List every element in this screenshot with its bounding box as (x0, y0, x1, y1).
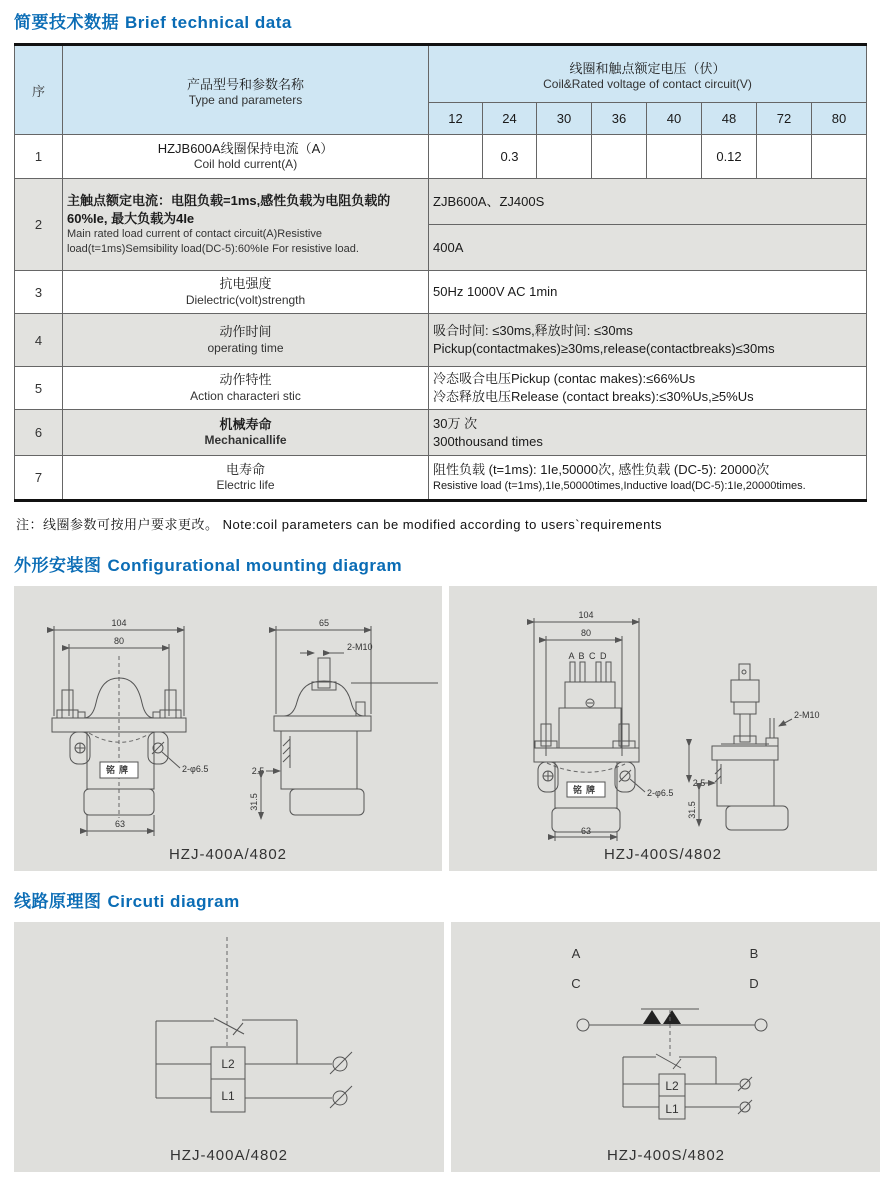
table-row (15, 456, 867, 501)
row1-value (592, 135, 647, 179)
terminal-stud (62, 690, 73, 718)
contactor-body (717, 760, 774, 806)
row-value: 30万 次 300thousand times (429, 410, 867, 456)
row1-value (757, 135, 812, 179)
row-value: 阻性负载 (t=1ms): 1Ie,50000次, 感性负载 (DC-5): 20000次 Resistive load (t=1ms),1Ie,50000times,Inductive load(DC-5):1Ie,20000times. (429, 456, 867, 501)
row-name: 机械寿命 Mechanicallife (63, 410, 429, 456)
row-name: 动作时间 operating time (63, 314, 429, 367)
switch-blade (656, 1054, 681, 1068)
section-title-brief (14, 8, 866, 33)
bottom-cap (290, 789, 364, 815)
row-num: 2 (15, 179, 63, 271)
voltage-col: 48 (702, 103, 757, 135)
thread-label: 2-M10 (794, 710, 820, 720)
contactor-body (87, 732, 154, 789)
terminal-label-c: C (571, 976, 581, 991)
dim-80: 80 (580, 628, 592, 638)
table-row (15, 410, 867, 456)
dim-104: 104 (111, 618, 127, 628)
hole-label: 2-φ6.5 (647, 788, 674, 798)
circuit-drawing-hzj400s (451, 922, 880, 1140)
voltage-col: 72 (757, 103, 812, 135)
col-header-seq: 序 (15, 45, 63, 135)
row-num: 4 (15, 314, 63, 367)
voltage-col: 40 (647, 103, 702, 135)
nameplate-label: 铭牌 (572, 785, 600, 795)
coil-pin (739, 664, 750, 680)
row1-value: 0.3 (483, 135, 537, 179)
row-name: HZJB600A线圈保持电流（A） Coil hold current(A) (63, 135, 429, 179)
dim-2-5: 2.5 (692, 778, 706, 788)
terminal-stud (318, 658, 330, 688)
coil-pin (606, 662, 611, 682)
table-note: 注：线圈参数可按用户要求更改。 Note:coil parameters can be modified according to users`requirements (16, 517, 662, 532)
col-header-type (63, 45, 429, 135)
dim-31-5: 31.5 (687, 801, 697, 819)
voltage-col: 24 (483, 103, 537, 135)
col-header-voltage-zh: 线圈和触点额定电压（伏） (569, 60, 726, 76)
row1-value (429, 135, 483, 179)
row-num: 6 (15, 410, 63, 456)
row-name: 动作特性 Action characteri stic (63, 367, 429, 410)
coil-pin (570, 662, 575, 682)
row-value: 400A (429, 225, 867, 271)
bottom-cap (726, 806, 788, 830)
nameplate-label: 铭牌 (105, 765, 133, 775)
coil-label-l1: L1 (221, 1089, 235, 1103)
coil-label-l1: L1 (665, 1102, 679, 1116)
row1-value (647, 135, 702, 179)
title-zh: 简要技术数据 (14, 13, 119, 32)
mounting-plate (274, 716, 371, 731)
table-row (15, 135, 867, 179)
dim-104: 104 (578, 610, 594, 620)
title-en: Brief technical data (125, 13, 292, 32)
contact-triangle (663, 1010, 681, 1024)
row-num: 3 (15, 271, 63, 314)
dim-80: 80 (113, 636, 125, 646)
dim-65: 65 (318, 618, 330, 628)
row-num: 1 (15, 135, 63, 179)
coil-pin (580, 662, 585, 682)
dim-31-5: 31.5 (249, 793, 259, 811)
circuit-panel-hzj400s (451, 922, 880, 1172)
col-header-type-en: Type and parameters (188, 92, 303, 107)
dim-63: 63 (114, 819, 126, 829)
terminal-stud (740, 714, 750, 742)
spec-table (14, 43, 867, 502)
coil-label-l2: L2 (665, 1079, 679, 1093)
pin-labels: A B C D (568, 651, 608, 661)
col-header-voltage (429, 45, 867, 103)
circuit-drawing-hzj400a (14, 922, 444, 1140)
main-terminal (755, 1019, 767, 1031)
coil-housing (559, 708, 621, 748)
mounting-plate (534, 748, 639, 762)
pin-base (565, 682, 615, 708)
contactor-body (281, 731, 357, 789)
row-value: 吸合时间: ≤30ms,释放时间: ≤30ms Pickup(contactmakes)≥30ms,release(contactbreaks)≤30ms (429, 314, 867, 367)
row-name: 抗电强度 Dielectric(volt)strength (63, 271, 429, 314)
voltage-col: 80 (812, 103, 867, 135)
voltage-col: 36 (592, 103, 647, 135)
circuit-panels (14, 922, 866, 1172)
table-row (15, 314, 867, 367)
table-row (15, 367, 867, 410)
coil-label-l2: L2 (221, 1057, 235, 1071)
row-value: ZJB600A、ZJ400S (429, 179, 867, 225)
coil-pin (596, 662, 601, 682)
circuit-panel-hzj400a (14, 922, 444, 1172)
table-row (15, 179, 867, 225)
voltage-col: 12 (429, 103, 483, 135)
row-num: 5 (15, 367, 63, 410)
terminal-label-d: D (749, 976, 759, 991)
row1-value (812, 135, 867, 179)
drawing-caption: HZJ-400S/4802 (603, 846, 723, 863)
table-row (15, 271, 867, 314)
section-title-mounting: 外形安装图 Configurational mounting diagram (14, 556, 403, 575)
col-header-type-zh: 产品型号和参数名称 (186, 76, 304, 92)
mounting-drawing-hzj400a (14, 586, 442, 841)
row-value: 50Hz 1000V AC 1min (429, 271, 867, 314)
terminal-label-b: B (749, 946, 759, 961)
dim-63: 63 (580, 826, 592, 836)
dim-2-5: 2.5 (251, 766, 265, 776)
drawing-caption: HZJ-400S/4802 (606, 1147, 726, 1164)
row-num: 7 (15, 456, 63, 501)
row1-value: 0.12 (702, 135, 757, 179)
hole-label: 2-φ6.5 (182, 764, 209, 774)
contact-triangle (643, 1010, 661, 1024)
voltage-col: 30 (537, 103, 592, 135)
terminal-label-a: A (571, 946, 581, 961)
mounting-drawing-hzj400s (449, 586, 879, 841)
section-title-circuit: 线路原理图 Circuti diagram (14, 892, 240, 911)
drawing-caption: HZJ-400A/4802 (168, 846, 288, 863)
mounting-panel-hzj400s (449, 586, 877, 871)
row1-value (537, 135, 592, 179)
row-name: 电寿命 Electric life (63, 456, 429, 501)
col-header-voltage-en: Coil&Rated voltage of contact circuit(V) (543, 76, 752, 91)
mounting-panels (14, 586, 866, 871)
row-value: 冷态吸合电压Pickup (contac makes):≤66%Us 冷态释放电压Release (contact breaks):≤30%Us,≥5%Us (429, 367, 867, 410)
mounting-plate (712, 746, 778, 760)
terminal-stud (165, 690, 176, 718)
row-name: 主触点额定电流：电阻负载=1ms,感性负载为电阻负载的60%Ie, 最大负载为4Ie Main rated load current of contact circuit(A)Resistive load(t=1ms)Semsibility load(DC-5):60%Ie For resistive load. (63, 179, 429, 271)
mounting-panel-hzj400a (14, 586, 442, 871)
thread-label: 2-M10 (347, 642, 373, 652)
drawing-caption: HZJ-400A/4802 (169, 1147, 289, 1164)
main-terminal (577, 1019, 589, 1031)
switch-blade (214, 1018, 244, 1034)
